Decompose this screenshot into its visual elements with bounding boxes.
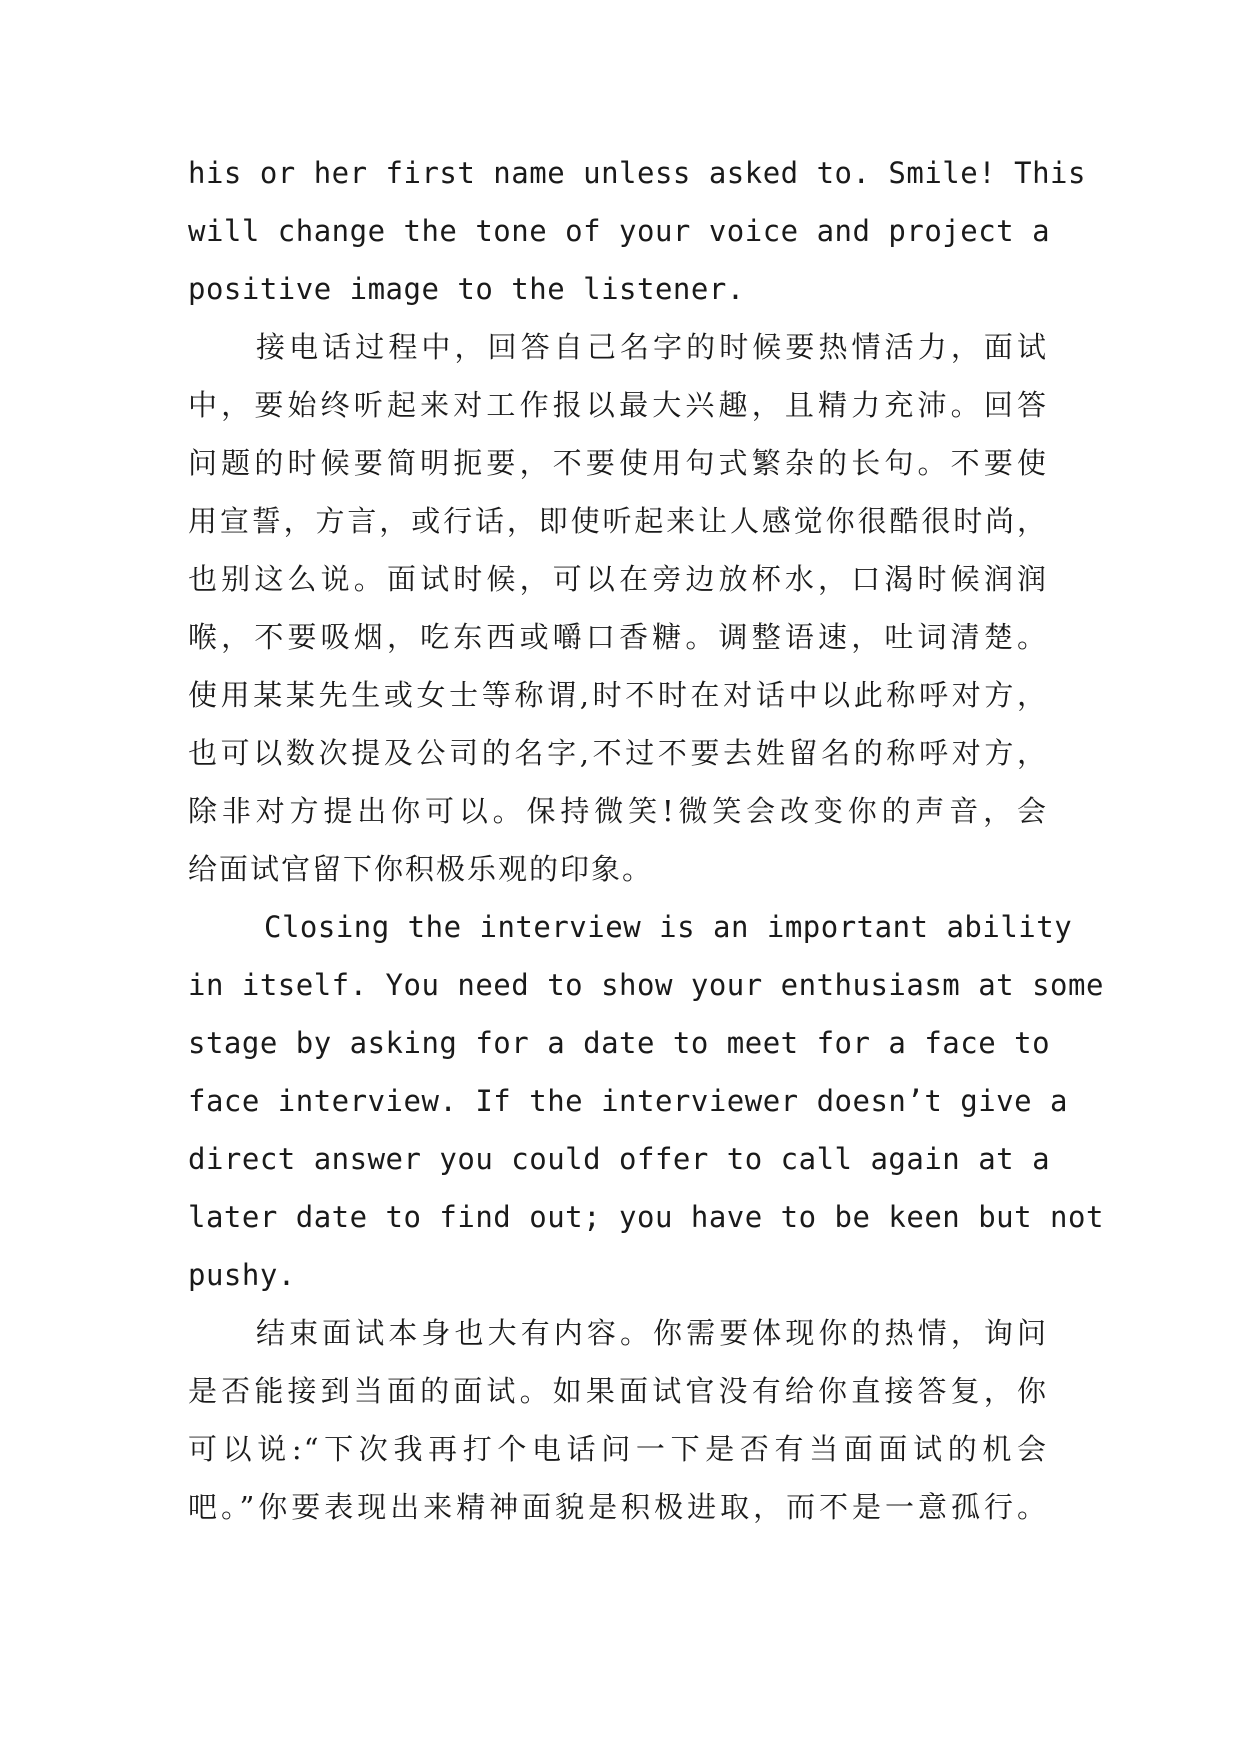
text-line: 结束面试本身也大有内容。你需要体现你的热情，询问 <box>256 1316 1048 1350</box>
text-line: face interview. If the interviewer doesn’t give a <box>188 1084 1069 1118</box>
paragraph-chinese-2 <box>188 1318 1048 1550</box>
text-line: 是否能接到当面的面试。如果面试官没有给你直接答复，你 <box>188 1374 1048 1408</box>
text-line: 吧。”你要表现出来精神面貌是积极进取，而不是一意孤行。 <box>188 1490 1048 1524</box>
text-line: his or her first name unless asked to. Smile! This <box>188 156 1086 190</box>
text-line: 也可以数次提及公司的名字,不过不要去姓留名的称呼对方， <box>188 736 1048 770</box>
text-line: 可以说:“下次我再打个电话问一下是否有当面面试的机会 <box>188 1432 1048 1466</box>
paragraph-english-2 <box>188 910 1104 1318</box>
text-line: 除非对方提出你可以。保持微笑!微笑会改变你的声音，会 <box>188 794 1048 828</box>
text-line: 中，要始终听起来对工作报以最大兴趣，且精力充沛。回答 <box>188 388 1048 422</box>
text-line: 喉，不要吸烟，吃东西或嚼口香糖。调整语速，吐词清楚。 <box>188 620 1048 654</box>
text-line: will change the tone of your voice and project a <box>188 214 1051 248</box>
text-line: positive image to the listener. <box>188 272 745 306</box>
paragraph-english-1 <box>188 156 1086 332</box>
text-line: 用宣誓，方言，或行话，即使听起来让人感觉你很酷很时尚， <box>188 504 1048 538</box>
text-line: 问题的时候要简明扼要，不要使用句式繁杂的长句。不要使 <box>188 446 1048 480</box>
text-line: 也别这么说。面试时候，可以在旁边放杯水，口渴时候润润 <box>188 562 1048 596</box>
text-line: in itself. You need to show your enthusiasm at some <box>188 968 1104 1002</box>
text-line: Closing the interview is an important ability <box>264 910 1073 944</box>
text-line: 接电话过程中，回答自己名字的时候要热情活力，面试 <box>256 330 1048 364</box>
text-line: pushy. <box>188 1258 296 1292</box>
paragraph-chinese-1 <box>188 332 1048 912</box>
text-line: 使用某某先生或女士等称谓,时不时在对话中以此称呼对方， <box>188 678 1048 712</box>
document-page <box>188 156 1104 1550</box>
text-line: direct answer you could offer to call again at a <box>188 1142 1051 1176</box>
text-line: later date to find out; you have to be keen but not <box>188 1200 1104 1234</box>
text-line: 给面试官留下你积极乐观的印象。 <box>188 852 654 886</box>
text-line: stage by asking for a date to meet for a face to <box>188 1026 1051 1060</box>
